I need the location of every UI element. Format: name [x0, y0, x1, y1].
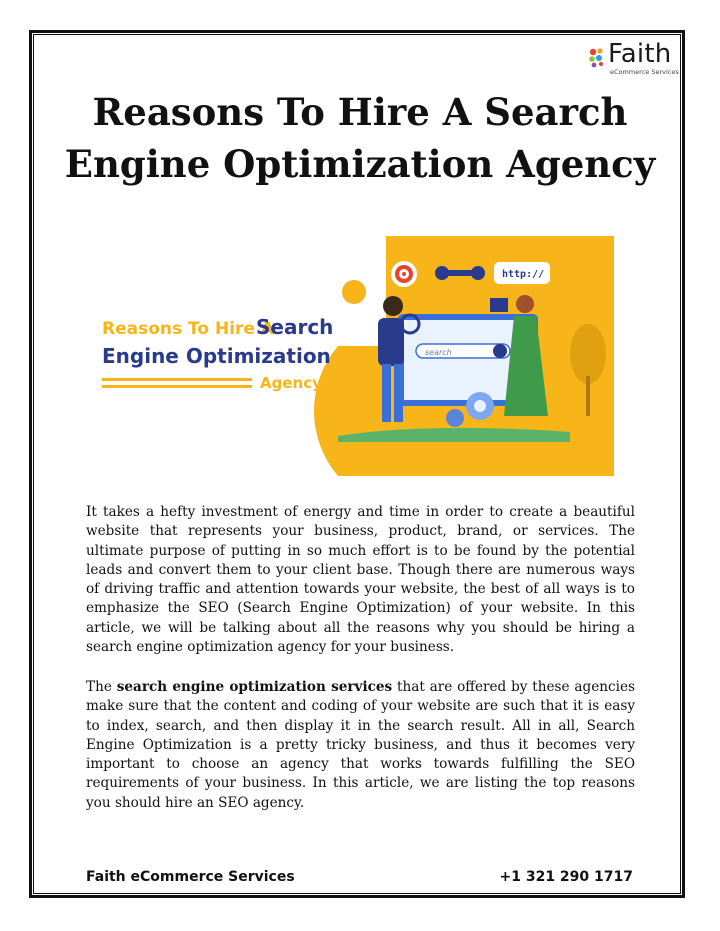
- logo-tagline: eCommerce Services: [610, 68, 679, 76]
- banner-line1b: Search: [256, 315, 334, 339]
- footer-phone: +1 321 290 1717: [499, 869, 633, 885]
- banner-rule-2: [102, 385, 252, 388]
- faith-logo: [588, 39, 679, 79]
- page-title: Reasons To Hire A Search Engine Optimization Agency: [64, 90, 656, 186]
- banner-line3: Agency: [260, 374, 322, 392]
- banner-line2: Engine Optimization: [102, 344, 331, 368]
- url-bubble-text: http://: [502, 269, 545, 280]
- share-icon: [342, 280, 366, 304]
- footer-company: Faith eCommerce Services: [86, 869, 295, 885]
- man-head: [383, 296, 403, 316]
- search-placeholder: search: [425, 348, 452, 357]
- logo-flower-icon: [588, 47, 606, 69]
- seo-services-link-text: search engine optimization services: [116, 679, 393, 695]
- man-leg-right: [394, 364, 403, 422]
- search-button-icon: [493, 344, 507, 358]
- tree-icon: [570, 324, 606, 384]
- hero-illustration: [100, 236, 614, 476]
- banner-rule-1: [102, 378, 252, 381]
- paragraph-services-lead: The: [86, 679, 117, 695]
- logo-name: Faith: [608, 39, 672, 69]
- paragraph-intro: It takes a hefty investment of energy and time in order to create a beautiful website that represents your business, product, brand, or services. The ultimate purpose of putting in so much effort is to be found by the potential leads and convert them to your client base. Though there are numerous ways of driving traffic and attention towards your website, the best of all ways is to emphasize the SEO (Search Engine Optimization) of your website. In this article, we will be talking about all the reasons why you should be hiring a search engine optimization agency for your business.: [86, 504, 635, 656]
- paragraph-services-rest: that are offered by these agencies make sure that the content and coding of your website are such that it is easy to index, search, and then display it in the search result. All in all, Search Engine Optimization is a pretty tricky business, and thus it becomes very important to choose an agency that works towards fulfilling the SEO requirements of your business. In this article, we are listing the top reasons you should hire an SEO agency.: [86, 679, 635, 811]
- woman-head: [516, 295, 534, 313]
- paragraph-services: [86, 678, 635, 813]
- gear-small-icon: [446, 409, 464, 427]
- banner-line1a: Reasons To Hire A: [102, 319, 275, 339]
- megaphone-icon: [490, 298, 508, 312]
- man-leg-left: [382, 364, 391, 422]
